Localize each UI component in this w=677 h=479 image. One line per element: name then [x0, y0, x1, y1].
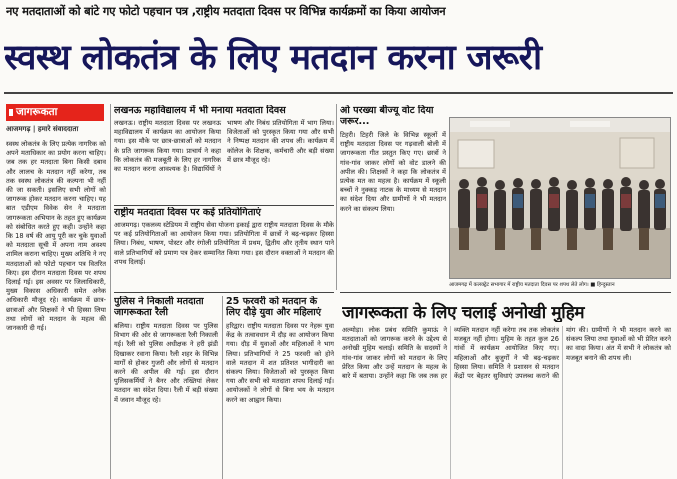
school-body: टिहरी। टिहरी जिले के विभिन्न स्कूलों में राष्ट्रीय मतदाता दिवस पर गढ़वाली बोली में जागरूकता गीत प्रस्तुत किए गए। छात्रों ने गांव-गांव जाकर लोगों को वोट डालने की अपील की। शिक्षकों ने कहा कि लोकतंत्र में प्रत्येक मत का महत्व है। कार्यक्रम में स्कूली बच्चों ने नुक्कड़ नाटक के माध्यम से मतदान का संदेश दिया और ग्रामीणों ने भी मतदान करने का संकल्प लिया।: [340, 131, 446, 213]
section-rule: [114, 205, 334, 206]
youth-heading: 25 फरवरी को मतदान के लिए दौड़े युवा और महिलाएं: [226, 296, 322, 318]
kicker-line: नए मतदाताओं को बांटे गए फोटो पहचान पत्र ,राष्ट्रीय मतदाता दिवस पर विभिन्न कार्यक्रमों का किया आयोजन: [6, 4, 446, 18]
column-divider: [336, 104, 337, 290]
youth-body: हरिद्वार। राष्ट्रीय मतदाता दिवस पर नेहरू युवा केंद्र के तत्वावधान में दौड़ का आयोजन किया गया। दौड़ में युवाओं और महिलाओं ने भाग लिया। प्रतिभागियों ने 25 फरवरी को होने वाले मतदान में शत प्रतिशत भागीदारी का संकल्प लिया। विजेताओं को पुरस्कृत किया गया और सभी को मतदाता शपथ दिलाई गई। आयोजकों ने लोगों से बिना भय के मतदान करने का आह्वान किया।: [226, 322, 334, 404]
section-tag: जागरूकता: [6, 104, 104, 121]
section-rule: [114, 292, 334, 293]
police-body: बलिया। राष्ट्रीय मतदाता दिवस पर पुलिस विभाग की ओर से जागरूकता रैली निकाली गई। रैली को पुलिस अधीक्षक ने हरी झंडी दिखाकर रवाना किया। रैली शहर के विभिन्न मार्गों से होकर गुजरी और लोगों से मतदान करने की अपील की गई। इस दौरान पुलिसकर्मियों ने बैनर और तख्तियां लेकर मतदान का संदेश दिया। रैली में बड़ी संख्या में जवान मौजूद रहे।: [114, 322, 218, 404]
lucknow-heading: लखनऊ महाविद्यालय में भी मनाया मतदाता दिवस: [114, 105, 286, 116]
police-heading: पुलिस ने निकाली मतदाता जागरूकता रैली: [114, 296, 204, 318]
competition-heading: राष्ट्रीय मतदाता दिवस पर कई प्रतियोगिताएं: [114, 207, 261, 218]
group-photo-illustration: [450, 118, 670, 278]
left-article-body: स्वस्थ लोकतंत्र के लिए प्रत्येक नागरिक को अपने मताधिकार का प्रयोग करना चाहिए। जब तक हर मतदाता बिना किसी दबाव और लालच के मतदान नहीं करेगा, तब तक स्वस्थ लोकतंत्र की कल्पना भी नहीं की जा सकती। इसलिए सभी लोगों को जागरूक होकर मतदान करना चाहिए। यह बात एडीएम विवेक सेन ने मतदाता जागरूकता अभियान के तहत हुए कार्यक्रम को संबोधित करते हुए कही। उन्होंने कहा कि 18 वर्ष की आयु पूरी कर चुके युवाओं को मतदाता सूची में अपना नाम अवश्य शामिल कराना चाहिए। मुख्य अतिथि ने नए मतदाताओं को फोटो पहचान पत्र वितरित किए। इस दौरान मतदाता दिवस पर शपथ दिलाई गई। इस अवसर पर जिलाधिकारी, मुख्य विकास अधिकारी समेत अनेक अधिकारी मौजूद रहे। कार्यक्रम में छात्र-छात्राओं और शिक्षकों ने भी हिस्सा लिया तथा लोगों को मतदान के महत्व की जानकारी दी गई।: [6, 140, 106, 333]
school-heading: ओ परख्या बीज्यू वोट दिया जरूर...: [340, 105, 434, 127]
photo-caption: आजमगढ़ में कलक्ट्रेट सभागार में राष्ट्रीय मतदाता दिवस पर शपथ लेते लोग। ■ हिन्दुस्तान: [449, 282, 615, 288]
unique-campaign-body: अल्मोड़ा। लोक प्रबंध समिति कुमाऊं ने मतदाताओं को जागरूक करने के उद्देश्य से अनोखी मुहिम चलाई। समिति के सदस्यों ने गांव-गांव जाकर लोगों को मतदान के लिए प्रेरित किया और उन्हें मतदान के महत्व के बारे में बताया। उन्होंने कहा कि जब तक हर व्यक्ति मतदान नहीं करेगा तब तक लोकतंत्र मजबूत नहीं होगा। मुहिम के तहत कुल 26 गांवों में कार्यक्रम आयोजित किए गए। महिलाओं और बुजुर्गों ने भी बढ़-चढ़कर हिस्सा लिया। समिति ने प्रशासन से मतदान केंद्रों पर बेहतर सुविधाएं उपलब्ध कराने की मांग की। ग्रामीणों ने भी मतदान करने का संकल्प लिया तथा युवाओं को भी प्रेरित करने का वादा किया। अंत में सभी ने लोकतंत्र को मजबूत बनाने की शपथ ली।: [342, 326, 671, 381]
main-headline: स्वस्थ लोकतंत्र के लिए मतदान करना जरूरी: [4, 38, 542, 78]
unique-campaign-heading: जागरूकता के लिए चलाई अनोखी मुहिम: [342, 303, 585, 322]
headline-rule: [4, 92, 673, 94]
competition-body: आजमगढ़। एकलव्य स्टेडियम में राष्ट्रीय सेवा योजना इकाई द्वारा राष्ट्रीय मतदाता दिवस के मौके पर कई प्रतियोगिताओं का आयोजन किया गया। प्रतियोगिता में छात्रों ने बढ़-चढ़कर हिस्सा लिया। निबंध, भाषण, पोस्टर और रंगोली प्रतियोगिता में प्रथम, द्वितीय और तृतीय स्थान पाने वाले प्रतिभागियों को प्रमाण पत्र देकर सम्मानित किया गया। इस दौरान वक्ताओं ने मतदान की शपथ दिलाई।: [114, 221, 334, 266]
column-divider: [110, 104, 111, 479]
byline: आजमगढ़ | हमारे संवाददाता: [6, 125, 79, 133]
news-photo: [449, 117, 671, 279]
section-rule: [340, 292, 671, 293]
column-divider: [222, 296, 223, 479]
lucknow-body: लखनऊ। राष्ट्रीय मतदाता दिवस पर लखनऊ महाविद्यालय में कार्यक्रम का आयोजन किया गया। इस मौके पर छात्र-छात्राओं को मतदान के प्रति जागरूक किया गया। प्राचार्य ने कहा कि लोकतंत्र की मजबूती के लिए हर नागरिक का मतदान करना आवश्यक है। विद्यार्थियों ने भाषण और निबंध प्रतियोगिता में भाग लिया। विजेताओं को पुरस्कृत किया गया और सभी ने निष्पक्ष मतदान की शपथ ली। कार्यक्रम में कॉलेज के शिक्षक, कर्मचारी और बड़ी संख्या में छात्र मौजूद रहे।: [114, 119, 334, 174]
